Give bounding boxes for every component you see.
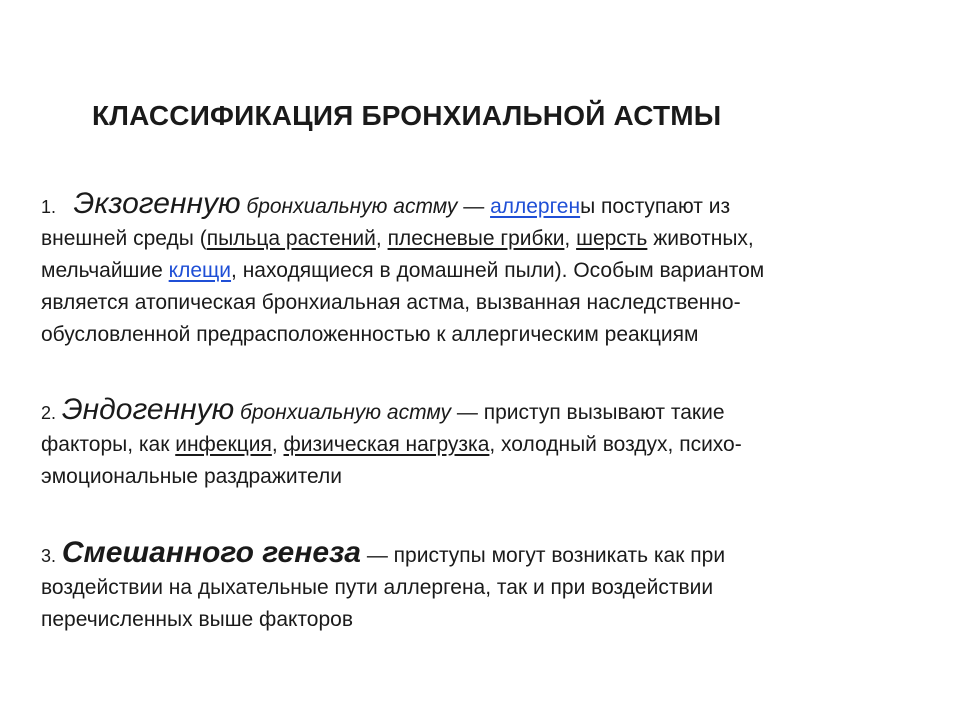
- item1-line2: [41, 223, 921, 255]
- text-segment: ,: [271, 433, 284, 456]
- classification-item-endogenous: [41, 394, 921, 493]
- item2-line2: [41, 429, 921, 461]
- item-number: 2.: [41, 403, 57, 423]
- item-number: 1.: [41, 197, 57, 217]
- text-segment: ,: [375, 227, 388, 250]
- item-term-rest: бронхиальную астму: [240, 401, 452, 424]
- text-segment: мельчайшие: [41, 259, 169, 282]
- item2-line3: эмоциональные раздражители: [41, 465, 342, 488]
- item1-line3: [41, 255, 921, 287]
- text-segment: — приступ вызывают такие: [451, 401, 725, 424]
- classification-item-mixed: [41, 537, 921, 636]
- wool-term: шерсть: [576, 227, 648, 250]
- text-segment: , находящиеся в домашней пыли). Особым вариантом: [231, 259, 765, 282]
- item-term: Смешанного генеза: [61, 536, 361, 569]
- slide-title: КЛАССИФИКАЦИЯ БРОНХИАЛЬНОЙ АСТМЫ: [92, 100, 722, 131]
- text-segment: факторы, как: [41, 433, 176, 456]
- item1-line1: [41, 188, 921, 223]
- after-allergen-text: ы поступают из: [580, 195, 731, 218]
- item-term-rest: бронхиальную астму: [246, 195, 458, 218]
- dash-text: —: [457, 195, 491, 218]
- item-term: Экзогенную: [73, 187, 241, 220]
- item3-line1: [41, 537, 921, 572]
- item1-line5: обусловленной предрасположенностью к аллергическим реакциям: [41, 323, 699, 346]
- mites-link[interactable]: клещи: [168, 259, 232, 282]
- classification-item-exogenous: [41, 188, 921, 351]
- text-segment: ,: [564, 227, 577, 250]
- text-segment: , холодный воздух, психо-: [489, 433, 742, 456]
- text-segment: внешней среды (: [41, 227, 207, 250]
- item-term: Эндогенную: [61, 393, 235, 426]
- allergen-link[interactable]: аллерген: [490, 195, 581, 218]
- text-segment: животных,: [647, 227, 754, 250]
- pollen-term: пыльца растений: [206, 227, 376, 250]
- item1-line4: является атопическая бронхиальная астма, вызванная наследственно-: [41, 291, 741, 314]
- item3-line3: перечисленных выше факторов: [41, 608, 354, 631]
- infection-term: инфекция: [175, 433, 272, 456]
- item-number: 3.: [41, 546, 57, 566]
- exercise-term: физическая нагрузка: [283, 433, 490, 456]
- text-segment: — приступы могут возникать как при: [361, 544, 726, 567]
- item3-line2: воздействии на дыхательные пути аллергена, так и при воздействии: [41, 576, 714, 599]
- mold-term: плесневые грибки: [387, 227, 565, 250]
- item2-line1: [41, 394, 921, 429]
